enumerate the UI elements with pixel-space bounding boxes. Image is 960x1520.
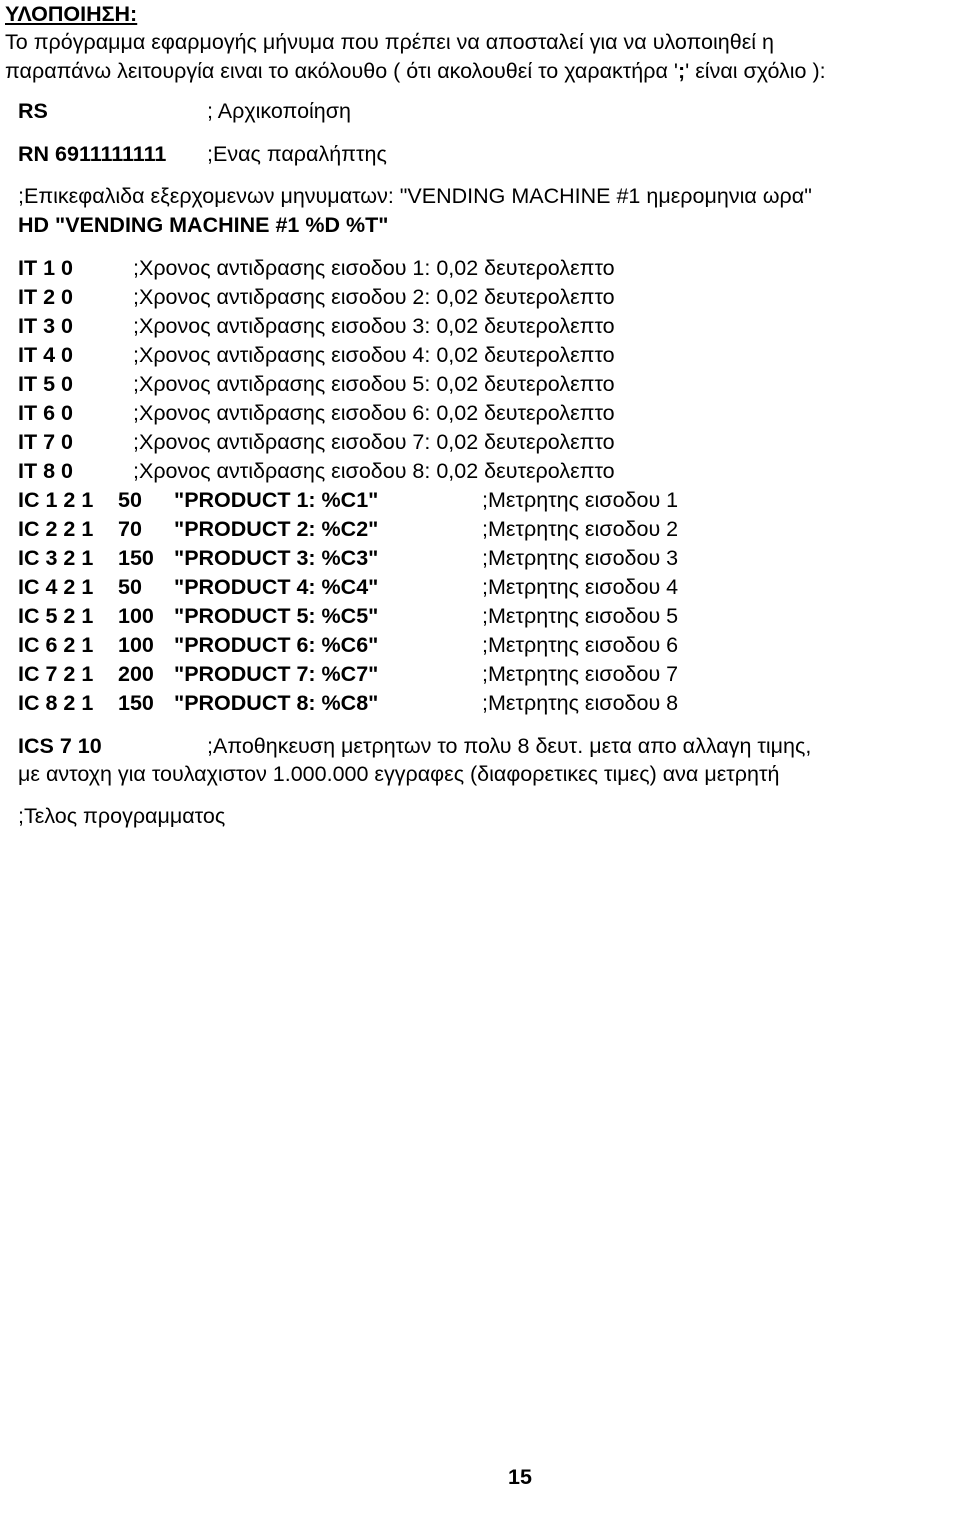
it-comment: ;Χρονος αντιδρασης εισοδου 4: 0,02 δευτερολεπτο xyxy=(133,343,615,367)
ic-label: "PRODUCT 8: %C8" xyxy=(174,691,379,715)
hd-command: HD "VENDING MACHINE #1 %D %T" xyxy=(18,213,389,237)
ic-value: 150 xyxy=(118,546,154,570)
ic-label: "PRODUCT 4: %C4" xyxy=(174,575,379,599)
ics-command: ICS 7 10 xyxy=(18,734,102,758)
it-comment: ;Χρονος αντιδρασης εισοδου 6: 0,02 δευτερολεπτο xyxy=(133,401,615,425)
it-comment: ;Χρονος αντιδρασης εισοδου 2: 0,02 δευτερολεπτο xyxy=(133,285,615,309)
ic-command: IC 3 2 1 xyxy=(18,546,94,570)
ic-comment: ;Μετρητης εισοδου 5 xyxy=(482,604,679,628)
ic-value: 70 xyxy=(118,517,142,541)
ic-comment: ;Μετρητης εισοδου 4 xyxy=(482,575,679,599)
section-heading: ΥΛΟΠΟΙΗΣΗ: xyxy=(5,2,138,26)
it-command: IT 5 0 xyxy=(18,372,73,396)
it-comment: ;Χρονος αντιδρασης εισοδου 5: 0,02 δευτερολεπτο xyxy=(133,372,615,396)
ic-label: "PRODUCT 5: %C5" xyxy=(174,604,379,628)
ic-value: 50 xyxy=(118,488,142,512)
rs-comment: ; Αρχικοποίηση xyxy=(207,99,351,123)
it-command: IT 7 0 xyxy=(18,430,73,454)
end-comment: ;Τελος προγραμματος xyxy=(18,804,226,828)
ic-comment: ;Μετρητης εισοδου 3 xyxy=(482,546,679,570)
ic-label: "PRODUCT 7: %C7" xyxy=(174,662,379,686)
ic-comment: ;Μετρητης εισοδου 7 xyxy=(482,662,679,686)
it-comment: ;Χρονος αντιδρασης εισοδου 7: 0,02 δευτερολεπτο xyxy=(133,430,615,454)
ic-comment: ;Μετρητης εισοδου 2 xyxy=(482,517,679,541)
ic-label: "PRODUCT 1: %C1" xyxy=(174,488,379,512)
ic-command: IC 4 2 1 xyxy=(18,575,94,599)
ic-command: IC 1 2 1 xyxy=(18,488,94,512)
ic-value: 100 xyxy=(118,604,154,628)
intro-line-1: Το πρόγραμμα εφαρμογής μήνυμα που πρέπει να αποσταλεί για να υλοποιηθεί η xyxy=(5,30,774,54)
ic-value: 200 xyxy=(118,662,154,686)
it-command: IT 1 0 xyxy=(18,256,73,280)
ic-command: IC 5 2 1 xyxy=(18,604,94,628)
semicolon-char: ; xyxy=(677,59,686,83)
rn-comment: ;Ενας παραλήπτης xyxy=(207,142,387,166)
ics-comment-line-2: με αντοχη για τουλαχιστον 1.000.000 εγγραφες (διαφορετικες τιμες) ανα μετρητή xyxy=(18,762,780,786)
ic-command: IC 2 2 1 xyxy=(18,517,94,541)
rs-command: RS xyxy=(18,99,48,123)
it-command: IT 6 0 xyxy=(18,401,73,425)
it-command: IT 2 0 xyxy=(18,285,73,309)
it-comment: ;Χρονος αντιδρασης εισοδου 1: 0,02 δευτερολεπτο xyxy=(133,256,615,280)
ic-command: IC 8 2 1 xyxy=(18,691,94,715)
it-comment: ;Χρονος αντιδρασης εισοδου 3: 0,02 δευτερολεπτο xyxy=(133,314,615,338)
ic-comment: ;Μετρητης εισοδου 1 xyxy=(482,488,679,512)
page-number: 15 xyxy=(508,1465,532,1489)
ic-value: 100 xyxy=(118,633,154,657)
ic-label: "PRODUCT 6: %C6" xyxy=(174,633,379,657)
ic-label: "PRODUCT 2: %C2" xyxy=(174,517,379,541)
it-comment: ;Χρονος αντιδρασης εισοδου 8: 0,02 δευτερολεπτο xyxy=(133,459,615,483)
ic-comment: ;Μετρητης εισοδου 6 xyxy=(482,633,679,657)
ic-command: IC 6 2 1 xyxy=(18,633,94,657)
rn-command: RN 6911111111 xyxy=(18,142,167,166)
ic-comment: ;Μετρητης εισοδου 8 xyxy=(482,691,679,715)
ic-label: "PRODUCT 3: %C3" xyxy=(174,546,379,570)
intro-line-2-pre: παραπάνω λειτουργία ειναι το ακόλουθο ( ότι ακολουθεί το χαρακτήρα ' xyxy=(5,59,678,83)
ic-value: 150 xyxy=(118,691,154,715)
ics-comment-line-1: ;Αποθηκευση μετρητων το πολυ 8 δευτ. μετα απο αλλαγη τιμης, xyxy=(207,734,812,758)
intro-line-2-post: ' είναι σχόλιο ): xyxy=(685,59,826,83)
it-command: IT 8 0 xyxy=(18,459,73,483)
it-command: IT 4 0 xyxy=(18,343,73,367)
header-comment: ;Επικεφαλιδα εξερχομενων μηνυματων: "VENDING MACHINE #1 ημερομηνια ωρα" xyxy=(18,184,812,208)
ic-value: 50 xyxy=(118,575,142,599)
ic-command: IC 7 2 1 xyxy=(18,662,94,686)
it-command: IT 3 0 xyxy=(18,314,73,338)
intro-line-2 xyxy=(5,61,826,83)
